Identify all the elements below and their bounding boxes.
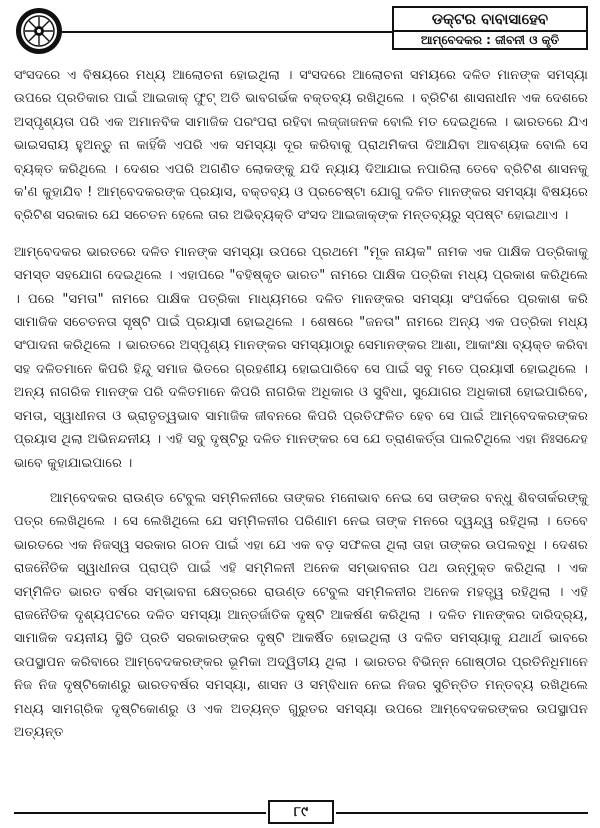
footer-rule-right	[336, 812, 588, 814]
page-body	[14, 64, 588, 744]
footer-rule-left	[14, 812, 266, 814]
book-title: ଡକ୍ଟର ବାବାସାହେବ	[394, 9, 586, 32]
running-header	[392, 6, 588, 50]
page-number: ୮୯	[268, 800, 334, 824]
paragraph-1: ସଂସଦରେ ଏ ବିଷୟରେ ମଧ୍ୟ ଆଲୋଚନା ହୋଇଥିଲା । ସଂସଦରେ ଆଲୋଚନା ସମୟରେ ଦଳିତ ମାନଙ୍କ ସମସ୍ୟା ଉପରେ ପ୍ରତିକାର ପାଇଁ ଆଇଜାକ୍ ଫୁଟ୍ ଅତି ଭାବଗର୍ଭକ ବକ୍ତବ୍ୟ ରଖିଥିଲେ । ବ୍ରିଟିଶ ଶାସନାଧୀନ ଏକ ଦେଶରେ ଅସ୍ପୃଶ୍ୟତା ପରି ଏକ ଅମାନବିକ ସାମାଜିକ ପରଂପରା ରହିବା ଲଜ୍ଜାଜନକ ବୋଲି ମତ ଦେଇଥିଲେ । ଭାରତରେ ଯିଏ ଭାଇସରାୟ ହୁଅନ୍ତୁ ନା କାହିଁକି ଏପରି ଏକ ସମସ୍ୟା ଦୂର କରିବାକୁ ପ୍ରାଥମିକତା ଦିଆଯିବା ଆବଶ୍ୟକ ବୋଲି ସେ ବ୍ୟକ୍ତ କରିଥିଲେ । ଦେଶର ଏପରି ଅଗଣିତ ଲୋକଙ୍କୁ ଯଦି ନ୍ୟାୟ ଦିଆଯାଇ ନପାରିଲା ତେବେ ବ୍ରିଟିଶ ଶାସନକୁ କ'ଣ କୁହାଯିବ ! ଆମ୍ବେଦକରଙ୍କ ପ୍ରୟାସ, ବକ୍ତବ୍ୟ ଓ ପ୍ରଚେଷ୍ଟା ଯୋଗୁ ଦଳିତ ମାନଙ୍କର ସମସ୍ୟା ବିଷୟରେ ବ୍ରିଟିଶ ସରକାର ଯେ ସଚେତନ ହେଲେ ତାର ଅଭିବ୍ୟକ୍ତି ସଂସଦ ଆଇଜାକ୍‌ଙ୍କ ମନ୍ତବ୍ୟରୁ ସ୍ପଷ୍ଟ ହୋଇଥାଏ ।	[14, 68, 588, 224]
emblem-logo-icon	[14, 6, 64, 56]
paragraph-2: ଆମ୍ବେଦକର ଭାରତରେ ଦଳିତ ମାନଙ୍କ ସମସ୍ୟା ଉପରେ ପ୍ରଥମେ "ମୂକ ନାୟକ" ନାମକ ଏକ ପାକ୍ଷିକ ପତ୍ରିକାକୁ ସମସ୍ତ ସହଯୋଗ ଦେଇଥିଲେ । ଏହାପରେ "ବହିଷ୍କୃତ ଭାରତ" ନାମରେ ପାକ୍ଷିକ ପତ୍ରିକା ମଧ୍ୟ ପ୍ରକାଶ କରିଥିଲେ । ପରେ "ସମତା" ନାମରେ ପାକ୍ଷିକ ପତ୍ରିକା ମାଧ୍ୟମରେ ଦଳିତ ମାନଙ୍କର ସମସ୍ୟା ସଂପର୍କରେ ପ୍ରକାଶ କରି ସାମାଜିକ ସଚେତନତା ସୃଷ୍ଟି ପାଇଁ ପ୍ରୟାସୀ ହୋଇଥିଲେ । ଶେଷରେ "ଜନତା" ନାମରେ ଅନ୍ୟ ଏକ ପତ୍ରିକା ମଧ୍ୟ ସଂପାଦନା କରିଥିଲେ । ଭାରତରେ ଅସ୍ପୃଶ୍ୟ ମାନଙ୍କର ସମସ୍ୟାଠାରୁ ସେମାନଙ୍କର ଆଶା, ଆକାଂକ୍ଷା ବ୍ୟକ୍ତ କରିବା ସହ ଦଳିତମାନେ କିପରି ହିନ୍ଦୁ ସମାଜ ଭିତରେ ଗ୍ରହଣୀୟ ହୋଇପାରିବେ ସେ ପାଇଁ ସବୁ ମତେ ପ୍ରୟାସୀ ହୋଇଥିଲେ । ଅନ୍ୟ ନାଗରିକ ମାନଙ୍କ ପରି ଦଳିତମାନେ କିପରି ନାଗରିକ ଅଧିକାର ଓ ସୁବିଧା, ସୁଯୋଗର ଅଧିକାରୀ ହୋଇପାରିବେ, ସମତା, ସ୍ୱାଧୀନତା ଓ ଭ୍ରାତୃତ୍ୱଭାବ ସାମାଜିକ ଜୀବନରେ କିପରି ପ୍ରତିଫଳିତ ହେବ ସେ ପାଇଁ ଆମ୍ବେଦକରଙ୍କର ପ୍ରୟାସ ଥିଲା ଅଭିନନ୍ଦନୀୟ । ଏହି ସବୁ ଦୃଷ୍ଟିରୁ ଦଳିତ ମାନଙ୍କର ସେ ଯେ ତ୍ରାଣକର୍ତ୍ତା ପାଲଟିଥିଲେ ଏହା ନିଃସନ୍ଦେହ ଭାବେ କୁହାଯାଇପାରେ ।	[14, 244, 588, 471]
paragraph-3: ଆମ୍ବେଦକର ରାଉଣ୍ଡ ଟେବୁଲ ସମ୍ମିଳନୀରେ ତାଙ୍କର ମନୋଭାବ ନେଇ ସେ ତାଙ୍କର ବନ୍ଧୁ ଶିବତାର୍କରଙ୍କୁ ପତ୍ର ଲେଖିଥିଲେ । ସେ ଲେଖିଥିଲେ ଯେ ସମ୍ମିଳନୀର ପରିଣାମ ନେଇ ତାଙ୍କ ମନରେ ଦ୍ୱନ୍ଦ୍ୱ ରହିଥିଲା । ତେବେ ଭାରତରେ ଏକ ନିଜସ୍ୱ ସରକାର ଗଠନ ପାଇଁ ଏହା ଯେ ଏକ ବଡ଼ ସଫଳତା ଥିଲା ତାହା ତାଙ୍କର ଉପଲବ୍ଧି । ଦେଶର ରାଜନୈତିକ ସ୍ୱାଧୀନତା ପ୍ରାପ୍ତି ପାଇଁ ଏହି ସମ୍ମିଳନୀ ଅନେକ ସମ୍ଭାବନାର ପଥ ଉନ୍ମୁକ୍ତ କରିଥିଲା । ଏକ ସମ୍ମିଳିତ ଭାରତ ବର୍ଷର ସମ୍ଭାବନା କ୍ଷେତ୍ରରେ ରାଉଣ୍ଡ ଟେବୁଲ ସମ୍ମିଳନୀର ଅନେକ ମହତ୍ତ୍ୱ ରହିଥିଲା । ଏହି ରାଜନୈତିକ ଦୃଶ୍ୟପଟରେ ଦଳିତ ସମସ୍ୟା ଆନ୍ତର୍ଜାତିକ ଦୃଷ୍ଟି ଆକର୍ଷଣ କରିଥିଲା । ଦଳିତ ମାନଙ୍କର ଦାରିଦ୍ର୍ୟ, ସାମାଜିକ ଦୟନୀୟ ସ୍ଥିତି ପ୍ରତି ସରକାରଙ୍କର ଦୃଷ୍ଟି ଆକର୍ଷିତ ହୋଇଥିଲା ଓ ଦଳିତ ସମସ୍ୟାକୁ ଯଥାର୍ଥ ଭାବରେ ଉପସ୍ଥାପନ କରିବାରେ ଆମ୍ବେଦକରଙ୍କର ଭୂମିକା ଅଦ୍ୱିତୀୟ ଥିଲା । ଭାରତର ବିଭିନ୍ନ ଗୋଷ୍ଠୀର ପ୍ରତିନିଧିମାନେ ନିଜ ନିଜ ଦୃଷ୍ଟିକୋଣରୁ ଭାରତବର୍ଷର ସମସ୍ୟା, ଶାସନ ଓ ସମ୍ବିଧାନ ନେଇ ନିଜର ସୁଚିନ୍ତିତ ମନ୍ତବ୍ୟ ରଖିଥିଲେ ମଧ୍ୟ ସାମଗ୍ରିକ ଦୃଷ୍ଟିକୋଣରୁ ଓ ଏକ ଅତ୍ୟନ୍ତ ଗୁରୁତର ସମସ୍ୟା ଉପରେ ଆମ୍ବେଦକରଙ୍କର ଉପସ୍ଥାପନ ଅତ୍ୟନ୍ତ	[14, 490, 588, 740]
header-rule	[62, 31, 392, 33]
book-subtitle: ଆମ୍ବେଦକର : ଜୀବନୀ ଓ କୃତି	[420, 33, 560, 47]
